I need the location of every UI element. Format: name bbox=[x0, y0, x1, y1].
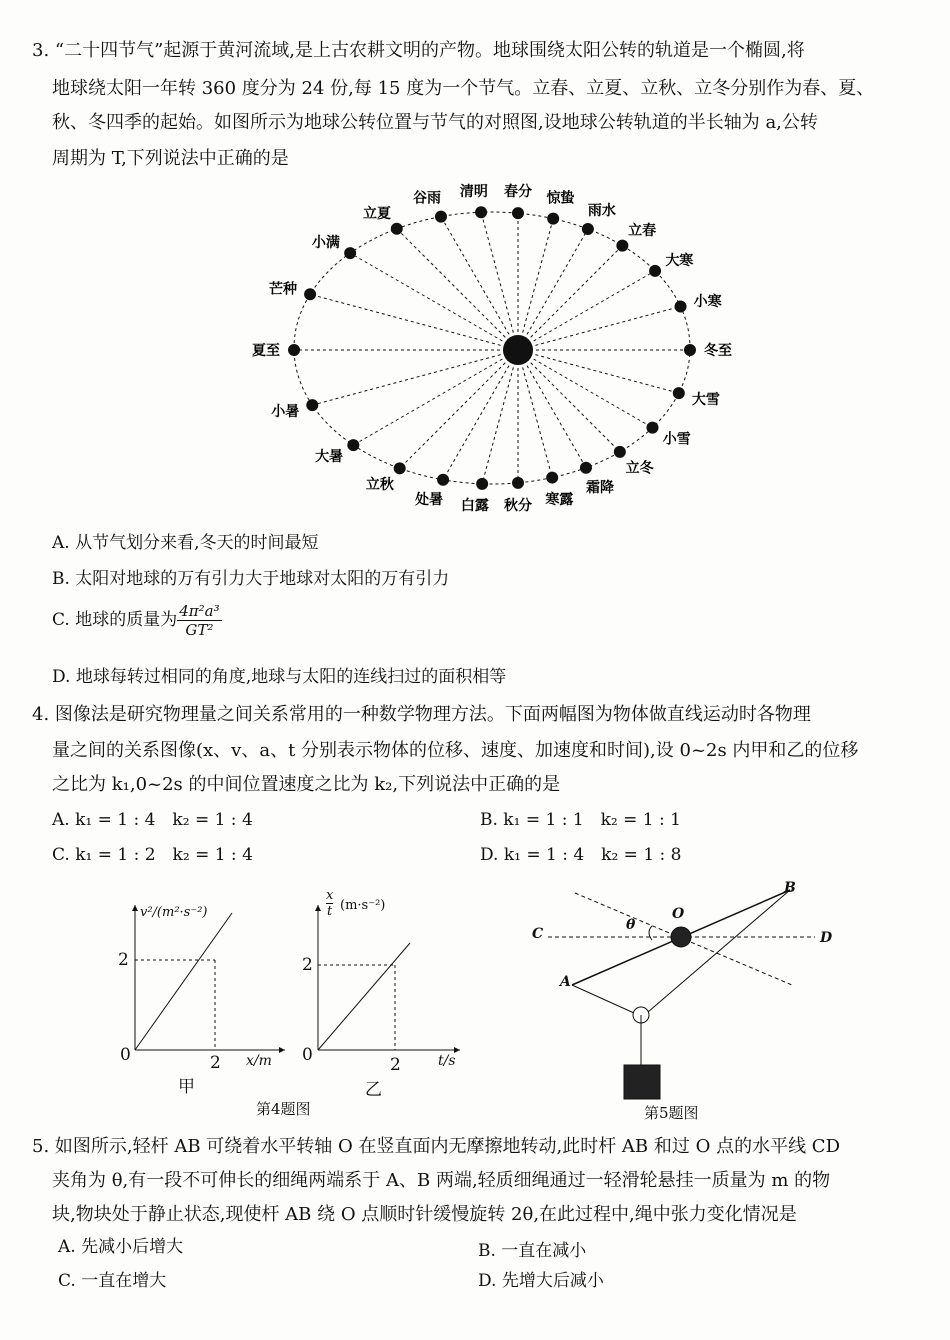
q3-option-b: B. 太阳对地球的万有引力大于地球对太阳的万有引力 bbox=[52, 569, 450, 589]
q3-line-3: 秋、冬四季的起始。如图所示为地球公转位置与节气的对照图,设地球公转轨道的半长轴为 a,公转 bbox=[52, 112, 818, 133]
jia-origin: 0 bbox=[120, 1045, 131, 1065]
rod-ab bbox=[572, 890, 790, 985]
q5-option-c: C. 一直在增大 bbox=[58, 1271, 167, 1291]
solar-term-label: 秋分 bbox=[504, 497, 532, 514]
solar-term-label: 雨水 bbox=[587, 202, 616, 219]
yi-y-tick: 2 bbox=[302, 955, 313, 975]
earth-position bbox=[475, 206, 487, 218]
q4-option-c: C. k₁ = 1 : 2 k₂ = 1 : 4 bbox=[52, 845, 253, 865]
solar-term-label: 惊蛰 bbox=[546, 190, 575, 207]
earth-position bbox=[582, 223, 594, 235]
orbit-diagram bbox=[0, 0, 950, 520]
radius-line bbox=[312, 350, 518, 405]
q4-option-d: D. k₁ = 1 : 4 k₂ = 1 : 8 bbox=[480, 845, 682, 865]
q3-option-c bbox=[52, 602, 222, 639]
formula-numerator: 4π²a³ bbox=[179, 602, 220, 620]
jia-x-label: x/m bbox=[246, 1053, 272, 1069]
earth-position bbox=[616, 240, 628, 252]
radius-line bbox=[518, 246, 622, 350]
jia-x-tick: 2 bbox=[210, 1053, 221, 1073]
q4-line-1: 4. 图像法是研究物理量之间关系常用的一种数学物理方法。下面两幅图为物体做直线运动时各物理 bbox=[32, 704, 811, 725]
yi-x-tick: 2 bbox=[390, 1055, 401, 1075]
solar-term-label: 立夏 bbox=[362, 206, 391, 223]
fig5-caption: 第5题图 bbox=[644, 1104, 699, 1122]
solar-term-label: 冬至 bbox=[703, 343, 732, 359]
formula-denominator: GT² bbox=[185, 621, 214, 639]
radius-line bbox=[518, 271, 655, 350]
radius-line bbox=[518, 306, 681, 350]
yi-y-label-top: x bbox=[326, 888, 334, 903]
radius-line bbox=[441, 217, 518, 350]
earth-position bbox=[476, 478, 488, 490]
solar-term-label: 寒露 bbox=[545, 491, 574, 508]
graph-jia bbox=[135, 905, 285, 1050]
earth-position bbox=[344, 247, 356, 259]
rope-b bbox=[648, 890, 790, 1012]
label-a: A bbox=[560, 974, 571, 990]
graph-yi bbox=[318, 905, 460, 1050]
earth-position bbox=[394, 462, 406, 474]
solar-term-label: 小雪 bbox=[662, 431, 691, 448]
radius-line bbox=[518, 350, 652, 428]
yi-name: 乙 bbox=[365, 1080, 382, 1100]
rope-a bbox=[572, 985, 634, 1013]
q3-option-a: A. 从节气划分来看,冬天的时间最短 bbox=[52, 533, 319, 553]
q4-line-2: 量之间的关系图像(x、v、a、t 分别表示物体的位移、速度、加速度和时间),设 0~2s 内甲和乙的位移 bbox=[52, 740, 859, 761]
q5-option-d: D. 先增大后减小 bbox=[478, 1271, 604, 1291]
yi-y-label bbox=[326, 888, 333, 919]
earth-position bbox=[673, 387, 685, 399]
yi-origin: 0 bbox=[302, 1045, 313, 1065]
solar-term-label: 清明 bbox=[459, 183, 488, 200]
graph-line bbox=[135, 913, 232, 1050]
solar-term-label: 芒种 bbox=[269, 281, 298, 298]
radius-line bbox=[443, 350, 518, 480]
earth-position bbox=[435, 211, 447, 223]
yi-y-label-bottom: t bbox=[327, 904, 333, 919]
block bbox=[624, 1065, 660, 1099]
solar-term-label: 立冬 bbox=[625, 460, 654, 477]
q4-option-b: B. k₁ = 1 : 1 k₂ = 1 : 1 bbox=[480, 810, 681, 830]
sun bbox=[503, 335, 533, 365]
radius-line bbox=[481, 212, 518, 350]
label-c: C bbox=[532, 926, 544, 942]
earth-position bbox=[304, 288, 316, 300]
q5-line-2: 夹角为 θ,有一段不可伸长的细绳两端系于 A、B 两端,轻质细绳通过一轻滑轮悬挂一质量为 m 的物 bbox=[52, 1170, 831, 1191]
solar-term-label: 霜降 bbox=[585, 479, 614, 496]
label-theta: θ bbox=[626, 917, 636, 933]
q4-option-a: A. k₁ = 1 : 4 k₂ = 1 : 4 bbox=[52, 810, 253, 830]
jia-y-tick: 2 bbox=[118, 950, 129, 970]
solar-term-label: 夏至 bbox=[252, 343, 281, 359]
q5-line-3: 块,物块处于静止状态,现使杆 AB 绕 O 点顺时针缓慢旋转 2θ,在此过程中,绳中张力变化情况是 bbox=[52, 1204, 797, 1225]
earth-position bbox=[614, 446, 626, 458]
label-b: B bbox=[784, 880, 796, 896]
q5-option-a: A. 先减小后增大 bbox=[58, 1237, 184, 1257]
yi-x-label: t/s bbox=[438, 1053, 456, 1069]
q4-line-3: 之比为 k₁,0~2s 的中间位置速度之比为 k₂,下列说法中正确的是 bbox=[52, 774, 561, 795]
label-d: D bbox=[820, 930, 833, 946]
radius-line bbox=[518, 350, 620, 452]
jia-y-label: v²/(m²·s⁻²) bbox=[140, 905, 208, 920]
solar-term-label: 大暑 bbox=[315, 449, 344, 466]
graph-line bbox=[318, 943, 410, 1050]
earth-position bbox=[512, 207, 524, 219]
earth-position bbox=[546, 472, 558, 484]
q3-line-1: 3. “二十四节气”起源于黄河流域,是上古农耕文明的产物。地球围绕太阳公转的轨道是一个椭圆,将 bbox=[32, 40, 805, 61]
radius-line bbox=[518, 350, 679, 393]
solar-term-label: 处暑 bbox=[415, 491, 444, 508]
radius-line bbox=[518, 350, 552, 478]
q3-option-c-text: C. 地球的质量为 bbox=[52, 610, 178, 630]
label-o: O bbox=[672, 906, 685, 922]
jia-name: 甲 bbox=[178, 1077, 195, 1097]
yi-y-unit: (m·s⁻²) bbox=[340, 898, 386, 913]
solar-term-label: 白露 bbox=[460, 498, 489, 515]
solar-term-label: 大寒 bbox=[665, 252, 694, 269]
earth-position bbox=[347, 439, 359, 451]
solar-term-label: 大雪 bbox=[691, 391, 720, 408]
radius-line bbox=[350, 253, 518, 350]
q5-line-1: 5. 如图所示,轻杆 AB 可绕着水平转轴 O 在竖直面内无摩擦地转动,此时杆 AB 和过 O 点的水平线 CD bbox=[32, 1136, 841, 1157]
radius-line bbox=[353, 350, 518, 445]
radius-line bbox=[310, 294, 518, 350]
radius-line bbox=[518, 350, 586, 468]
radius-line bbox=[400, 350, 518, 468]
pulley bbox=[633, 1007, 649, 1023]
earth-position bbox=[391, 223, 403, 235]
earth-position bbox=[649, 265, 661, 277]
solar-term-label: 谷雨 bbox=[412, 190, 441, 207]
mass-formula bbox=[177, 602, 221, 639]
q3-line-2: 地球绕太阳一年转 360 度分为 24 份,每 15 度为一个节气。立春、立夏、立秋、立冬分别作为春、夏、 bbox=[52, 78, 875, 99]
solar-term-label: 小寒 bbox=[693, 293, 722, 310]
solar-term-label: 立春 bbox=[628, 223, 657, 240]
q3-line-4: 周期为 T,下列说法中正确的是 bbox=[52, 148, 289, 169]
earth-position bbox=[512, 477, 524, 489]
earth-position bbox=[288, 344, 300, 356]
solar-term-label: 春分 bbox=[504, 184, 532, 201]
theta-arc bbox=[649, 926, 652, 940]
earth-position bbox=[306, 399, 318, 411]
solar-term-label: 小满 bbox=[311, 235, 340, 252]
q5-option-b: B. 一直在减小 bbox=[478, 1241, 587, 1261]
earth-position bbox=[580, 462, 592, 474]
radius-line bbox=[397, 229, 518, 350]
radius-line bbox=[482, 350, 518, 484]
q3-option-d: D. 地球每转过相同的角度,地球与太阳的连线扫过的面积相等 bbox=[52, 667, 507, 687]
earth-position bbox=[684, 344, 696, 356]
earth-position bbox=[675, 300, 687, 312]
earth-position bbox=[646, 422, 658, 434]
earth-position bbox=[547, 213, 559, 225]
fig4-caption: 第4题图 bbox=[256, 1100, 311, 1118]
solar-term-label: 立秋 bbox=[365, 476, 394, 493]
radius-line bbox=[518, 229, 588, 350]
solar-term-label: 小暑 bbox=[271, 403, 300, 420]
pivot-o bbox=[671, 927, 691, 947]
radius-line bbox=[518, 219, 553, 350]
earth-position bbox=[437, 474, 449, 486]
